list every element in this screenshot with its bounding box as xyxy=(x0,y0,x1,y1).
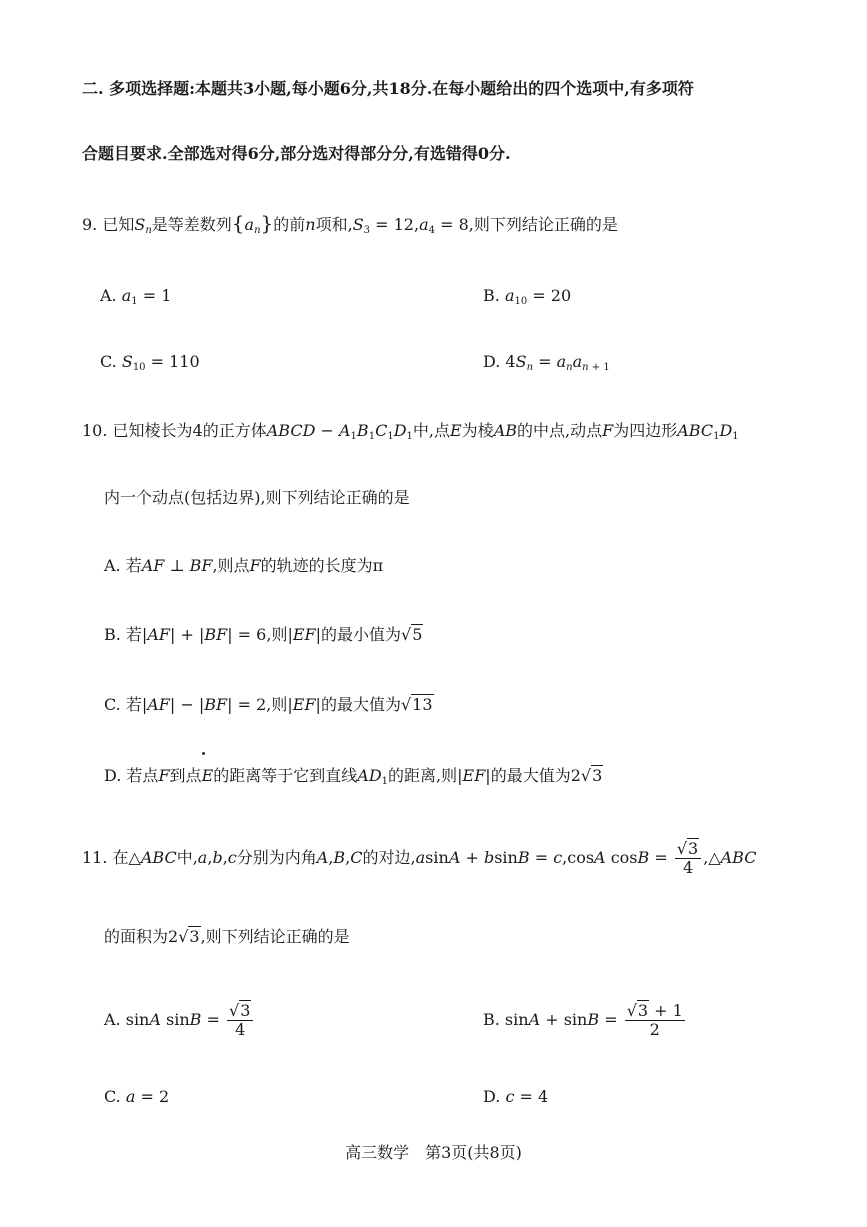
section-header-line-2: 合题目要求.全部选对得6分,部分选对得部分分,有选错得0分. xyxy=(82,144,511,163)
q9-stem: 9. 已知$S_n$是等差数列$\{a_n\}$的前n项和$,S_3 = 12,a_4 = 8$,则下列结论正确的是 xyxy=(82,211,618,236)
q11-option-c[interactable]: C. a = 2 xyxy=(104,1087,170,1106)
q10-stem-line-2: 内一个动点(包括边界),则下列结论正确的是 xyxy=(104,488,410,507)
q9-option-a[interactable]: A. $a_1 = 1$ xyxy=(100,286,172,307)
q9-option-c[interactable]: C. $S_{10} = 110$ xyxy=(100,352,200,373)
page-footer: 高三数学 第3页(共8页) xyxy=(345,1143,522,1162)
q11-stem-line-1: 11. 在△ABC中,a,b,c分别为内角A,B,C的对边,asinA + bsinB = c,cosA cosB = $\frac{√3}{4}$ ,△ABC xyxy=(82,839,757,877)
q11-option-a[interactable]: A. sinA sinB = $\frac{√3}{4}$ xyxy=(104,1000,255,1040)
q9-option-d[interactable]: D. $4S_n = a_na_{n + 1}$ xyxy=(483,352,610,373)
q11-option-b[interactable]: B. sinA + sinB = $\frac{√3 + 1}{2}$ xyxy=(483,1001,683,1039)
q11-option-d[interactable]: D. c = 4 xyxy=(483,1087,549,1106)
q10-option-d[interactable]: D. 若点F到点E的距离等于它到直线$AD_1$的距离,则|EF|的最大值为2√3 xyxy=(104,766,603,787)
q11-stem-line-2: 的面积为2√3,则下列结论正确的是 xyxy=(104,927,350,946)
q10-option-c[interactable]: C. 若|AF| − |BF| = 2,则|EF|的最大值为√13 xyxy=(104,695,433,714)
q10-option-a[interactable]: A. 若AF ⊥ BF,则点F的轨迹的长度为π xyxy=(104,556,384,575)
scan-speck xyxy=(202,752,205,755)
section-header-line-1: 二. 多项选择题:本题共3小题,每小题6分,共18分.在每小题给出的四个选项中,有多项符 xyxy=(82,79,694,98)
q10-stem-line-1: 10. 已知棱长为4的正方体ABCD − $A_1B_1C_1D_1$中,点E为棱AB的中点,动点F为四边形$ABC_1D_1$ xyxy=(82,421,739,442)
q9-option-b[interactable]: B. $a_{10} = 20$ xyxy=(483,286,572,307)
q10-option-b[interactable]: B. 若|AF| + |BF| = 6,则|EF|的最小值为√5 xyxy=(104,625,423,644)
